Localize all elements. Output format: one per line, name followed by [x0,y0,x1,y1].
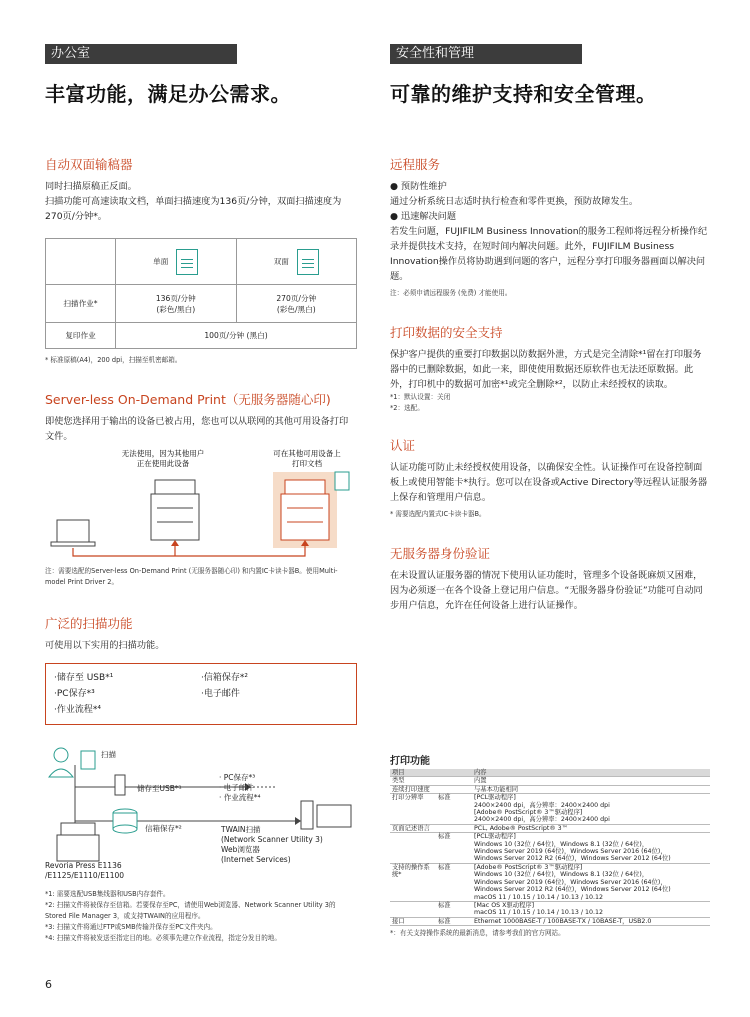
printer-icon [57,823,99,861]
speed-table [45,238,357,349]
cell: 136页/分钟 (彩色/黑白) [116,285,237,323]
row-label: 扫描作业* [46,285,116,323]
diagram-label: 储存至USB*¹ [137,784,182,793]
document-icon [81,751,95,769]
table-row [390,777,710,785]
table-cell: 与基本功能相同 [472,785,710,793]
paragraph: 扫描功能可高速读取文档，单面扫描速度为136页/分钟，双面扫描速度为270页/分钟*。 [45,196,342,222]
spec-table [390,769,710,926]
svg-text:无法使用，因为其他用户: 无法使用，因为其他用户 [121,449,205,458]
document-icon [335,472,349,490]
user-icon [49,748,73,777]
table-cell: [PCL驱动程序] Windows 10 (32位 / 64位)，Windows 8.1 (32位 / 64位)， Windows Server 2019 (64位)，Windows Server 2016 (64位)， Windows Server 2012 R2 (64位)，Windows Server 2012 (64位) [472,833,710,864]
header-single: 单面 [153,256,169,266]
note: * 标准原稿(A4)，200 dpi，扫描至机密邮箱。 [45,356,182,364]
note: *2: 扫描文件将被保存至信箱。若要保存至PC，请使用Web浏览器、Network Scanner Utility 3的Stored File Manager 3，或支持TWAIN的应用程序。 [45,901,336,920]
section-title: 认证 [390,438,416,453]
cell: 270页/分钟 (彩色/黑白) [236,285,357,323]
table-row [390,824,710,832]
table-cell [390,901,436,917]
svg-text:可在其他可用设备上: 可在其他可用设备上 [273,449,341,458]
svg-text:正在使用此设备: 正在使用此设备 [136,459,190,468]
note: *3: 扫描文件将通过FTP或SMB传输并保存至PC文件夹内。 [45,923,217,931]
section-title: 远程服务 [390,157,441,172]
printer-icon [281,480,329,540]
table-cell: 标准 [436,833,472,864]
spec-section [390,752,710,939]
section-title: Server-less On-Demand Print（无服务器随心印) [45,392,331,407]
table-cell: 项目 [390,769,436,777]
laptop-icon [51,520,95,546]
diagram-label: 信箱保存*² [145,824,182,833]
note: *1: 需要选配USB集线器和USB内存套件。 [45,890,170,898]
scan-diagram [45,743,357,883]
note: *4: 扫描文件将被发送至指定目的地。必须事先建立作业流程，指定分发目的地。 [45,934,281,942]
diagram-label: · PC保存*³ · 电子邮件 · 作业流程*⁴ [219,773,261,802]
diagram-label: 扫描 [101,750,116,759]
scan-notes [45,889,357,944]
row-label: 复印作业 [46,323,116,349]
table-cell: [PCL驱动程序] 2400×2400 dpi，高分辨率：2400×2400 dpi [Adobe® PostScript® 3™驱动程序] 2400×2400 dpi，高分辨率：2400×2400 dpi [472,794,710,825]
table-cell: 页面记述语言 [390,824,436,832]
right-column [390,44,710,613]
table-cell: 标准 [436,917,472,925]
table-cell [436,777,472,785]
paragraph: 即使您选择用于输出的设备已被占用，您也可以从联网的其他可用设备打印文件。 [45,416,349,442]
table-row [390,794,710,825]
headline: 可靠的维护支持和安全管理。 [390,82,657,106]
svg-text:打印文档: 打印文档 [292,459,322,468]
table-cell: 标准 [436,794,472,825]
header-double: 双面 [273,256,289,266]
table-cell: 内容 [472,769,710,777]
note: 注：必须申请远程服务 (免费) 才能使用。 [390,289,512,297]
spec-title: 打印功能 [390,756,430,767]
table-cell [436,769,472,777]
feature-item: ·作业流程*⁴ [54,705,101,715]
table-row [390,863,710,901]
cell: 100页/分钟 (黑白) [116,323,357,349]
table-cell: PCL, Adobe® PostScript® 3™ [472,824,710,832]
diagram-label: Revoria Press E1136 /E1125/E1110/E1100 [45,861,125,880]
note: *：有关支持操作系统的最新消息，请参考我们的官方网站。 [390,929,565,938]
table-cell: 接口 [390,917,436,925]
section-title: 自动双面输稿器 [45,157,133,172]
left-column [45,44,357,944]
note: *2：选配。 [390,404,424,412]
paragraph: 若发生问题，FUJIFILM Business Innovation的服务工程师将远程分析操作纪录并提供技术支持，在短时间内解决问题。此外，FUJIFILM Business Innovation操作员将协助遇到问题的客户，远程分享打印服务器画面以解决问题。 [390,226,708,282]
bullet: ● 迅速解决问题 [390,211,457,222]
document-icon [176,249,198,275]
bullet: ● 预防性维护 [390,181,447,192]
scan-feature-box [45,663,357,725]
note: *1：默认设置：关闭 [390,393,451,401]
section-tag: 安全性和管理 [390,44,582,64]
section-tag: 办公室 [45,44,237,64]
table-cell: 打印分辨率 [390,794,436,825]
table-row [390,769,710,777]
feature-item: ·PC保存*³ [54,689,95,699]
paragraph: 通过分析系统日志适时执行检查和零件更换，预防故障发生。 [390,196,639,207]
table-cell [390,833,436,864]
headline: 丰富功能，满足办公需求。 [45,82,291,106]
table-cell: 内置 [472,777,710,785]
usb-icon [115,775,125,795]
database-icon [113,809,137,833]
table-cell: [Mac OS X驱动程序] macOS 11 / 10.15 / 10.14 / 10.13 / 10.12 [472,901,710,917]
table-cell [436,824,472,832]
paragraph: 在未设置认证服务器的情况下使用认证功能时，管理多个设备既麻烦又困难，因为必须逐一在各个设备上登记用户信息。“无服务器身份验证”功能可自动同步用户信息，允许在任何设备上进行认证操作。 [390,570,703,611]
document-icon [297,249,319,275]
section-title: 打印数据的安全支持 [390,325,503,340]
page-number: 6 [45,978,52,991]
table-cell: 支持的操作系统* [390,863,436,901]
serverless-diagram [45,444,357,562]
table-cell: 类型 [390,777,436,785]
feature-item: ·信箱保存*² [201,673,248,683]
table-row [390,901,710,917]
table-cell: 连续打印速度 [390,785,436,793]
paragraph: 认证功能可防止未经授权使用设备，以确保安全性。认证操作可在设备控制面板上或使用智能卡*执行。您可以在设备或Active Directory等远程认证服务器上保存和管理用户信息。 [390,462,708,503]
table-row [390,785,710,793]
table-row [390,833,710,864]
table-row [390,917,710,925]
diagram-label: TWAIN扫描 (Network Scanner Utility 3) Web浏览器 (Internet Services) [221,825,323,864]
table-cell: 标准 [436,901,472,917]
feature-item: ·储存至 USB*¹ [54,673,114,683]
note: 注：需要选配的Server-less On-Demand Print (无服务器随心印) 和内置IC卡读卡器B。使用Multi-model Print Driver 2。 [45,567,338,586]
paragraph: 保护客户提供的重要打印数据以防数据外泄，方式是完全清除*¹留在打印服务器中的已删除数据，如此一来，即使使用数据还原软件也无法还原数据。此外，打印机中的数据可加密*¹或完全删除*²，以防止未经授权的读取。 [390,349,702,390]
paragraph: 同时扫描原稿正反面。 [45,181,137,192]
feature-item: ·电子邮件 [201,689,240,699]
table-cell [436,785,472,793]
table-cell: Ethernet 1000BASE-T / 100BASE-TX / 10BASE-T，USB2.0 [472,917,710,925]
printer-icon [151,480,199,540]
note: * 需要选配内置式IC卡读卡器B。 [390,510,486,518]
table-cell: [Adobe® PostScript® 3™驱动程序] Windows 10 (32位 / 64位)，Windows 8.1 (32位 / 64位)， Windows Server 2019 (64位)，Windows Server 2016 (64位)， Windows Server 2012 R2 (64位)，Windows Server 2012 (64位) macOS 11 / 10.15 / 10.14 / 10.13 / 10.12 [472,863,710,901]
section-title: 广泛的扫描功能 [45,616,133,631]
paragraph: 可使用以下实用的扫描功能。 [45,640,165,651]
section-title: 无服务器身份验证 [390,546,491,561]
table-cell: 标准 [436,863,472,901]
